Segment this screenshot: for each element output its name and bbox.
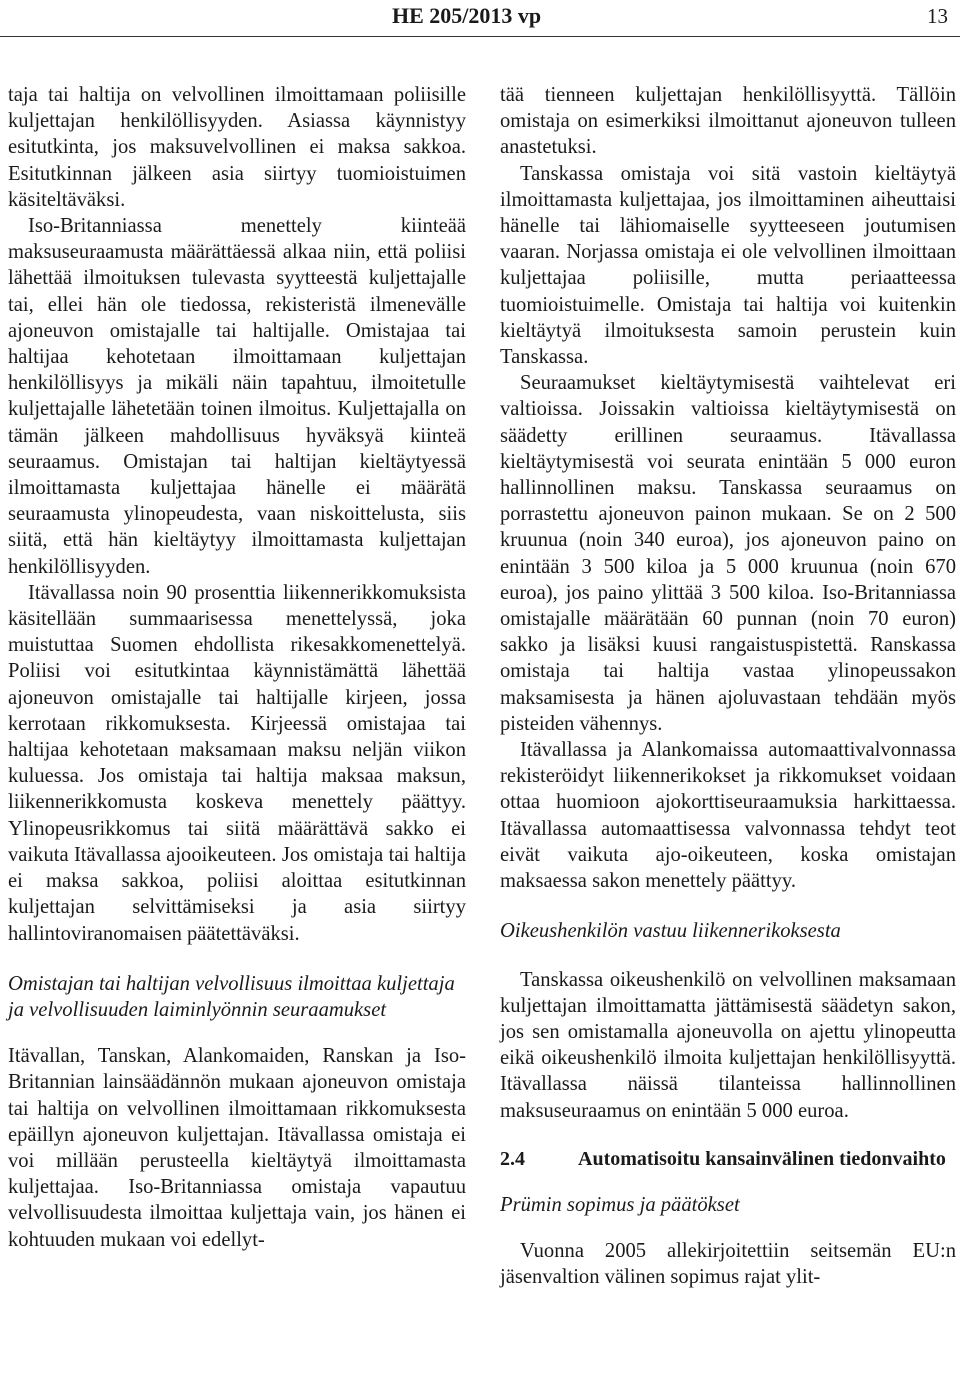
spacer [500,1218,956,1238]
right-column [500,82,956,1291]
paragraph: taja tai haltija on velvollinen ilmoittamaan poliisille kuljettajan henkilöllisyyden. Asiassa käynnistyy esitutkinta, jos maksuvelvollinen ei maksa sakkoa. Esitutkinnan jälkeen asia siirtyy tuomioistuimen käsiteltäväksi. [8,84,466,211]
section-heading [500,1146,956,1172]
spacer [500,1124,956,1146]
paragraph: tää tienneen kuljettajan henkilöllisyyttä. Tällöin omistaja on esimerkiksi ilmoittanut ajoneuvon tulleen anastetuksi. [500,84,956,159]
spacer [8,947,466,971]
spacer [500,945,956,967]
section-title: Automatisoitu kansainvälinen tiedonvaihto [578,1147,946,1170]
left-column [8,82,466,1253]
paragraph: Itävallassa ja Alankomaissa automaattivalvonnassa rekisteröidyt liikennerikokset ja rikkomukset voidaan ottaa huomioon ajokorttiseuraamuksia harkittaessa. Itävallassa automaattisessa valvonnassa tehdyt teot eivät vaikuta ajo-oikeuteen, koska omistajan maksaessa sakon menettely päättyy. [500,739,956,893]
section-number: 2.4 [500,1147,525,1170]
page-header [0,0,960,40]
spacer [500,894,956,918]
spacer [500,1172,956,1192]
page-number: 13 [927,4,948,28]
spacer [8,1023,466,1043]
paragraph: Itävallan, Tanskan, Alankomaiden, Ranskan ja Iso-Britannian lainsäädännön mukaan ajoneuvon omistaja tai haltija on velvollinen ilmoittamaan rikkomuksesta epäillyn ajoneuvon kuljettajan. Itävallassa omistaja ei voi millään perusteella kieltäytyä ilmoittamasta kuljettajaa. Iso-Britanniassa omistaja vapautuu velvollisuudesta ilmoittaa kuljettaja vain, jos hänen ei kohtuuden mukaan voi edellyt- [8,1045,466,1251]
paragraph: Tanskassa omistaja voi sitä vastoin kieltäytyä ilmoittamasta kuljettajaa, jos ilmoittaminen aiheuttaisi hänelle tai lähiomaiselle syytteeseen joutumisen vaaran. Norjassa omistaja ei ole velvollinen ilmoittaan kuljettajaa poliisille, mutta periaatteessa tuomioistuimelle. Omistaja tai haltija voi kuitenkin kieltäytyä ilmoituksesta samoin perustein kuin Tanskassa. [500,162,956,369]
subheading: Prümin sopimus ja päätökset [500,1193,740,1216]
document-id: HE 205/2013 vp [392,3,542,28]
subheading: Oikeushenkilön vastuu liikennerikoksesta [500,920,841,943]
paragraph: Seuraamukset kieltäytymisestä vaihtelevat eri valtioissa. Joissakin valtioissa kieltäytymisestä on säädetty erillinen seuraamus. Itävallassa kieltäytymisestä voi seurata enintään 5 000 euron hallinnollinen maksu. Tanskassa seuraamus on porrastettu ajoneuvon painon mukaan. Se on 2 500 kruunua (noin 340 euroa), jos ajoneuvon paino on enintään 3 500 kiloa ja 5 000 kruunua (noin 670 euroa), jos paino ylittää 3 500 kiloa. Iso-Britanniassa omistajalle määrätään 60 punnan (noin 70 euron) sakko ja lisäksi kuusi rangaistuspistettä. Ranskassa omistaja tai haltija vastaa ylinopeussakon maksamisesta ja hänen ajoluvastaan tehdään myös pisteiden vähennys. [500,372,956,735]
paragraph: Iso-Britanniassa menettely kiinteää maksuseuraamusta määrättäessä alkaa niin, että poliisi lähettää ilmoituksen tulevasta syytteestä kuljettajalle tai, ellei hän ole tiedossa, rekisteristä ilmenevälle ajoneuvon omistajalle tai haltijalle. Omistajaa tai haltijaa kehotetaan ilmoittamaan kuljettajan henkilöllisyys ja mikäli näin tapahtuu, ilmoitetulle kuljettajalle lähetetään toinen ilmoitus. Kuljettajalla on tämän jälkeen mahdollisuus hyväksyä kiinteä seuraamus. Omistajan tai haltijan kieltäytyessä ilmoittamasta kuljettajaa hänelle ei määrätä seuraamusta ylinopeudesta, vaan niskoittelusta, siis siitä, että hän kieltäytyy ilmoittamasta kuljettajan henkilöllisyyden. [8,215,466,578]
paragraph: Itävallassa noin 90 prosenttia liikennerikkomuksista käsitellään summaarisessa menettelyssä, joka muistuttaa Suomen ehdollista rikesakkomenettelyä. Poliisi voi esitutkintaa käynnistämättä lähettää ajoneuvon omistajalle tai haltijalle kirjeen, jossa kerrotaan rikkomuksesta. Kirjeessä omistajaa tai haltijaa kehotetaan maksamaan maksu neljän viikon kuluessa. Jos omistaja tai haltija maksaa maksun, liikennerikkomusta koskeva menettely päättyy. Ylinopeusrikkomus tai siitä määrättävä sakko ei vaikuta Itävallassa ajooikeuteen. Jos omistaja tai haltija ei maksa sakkoa, poliisi aloittaa esitutkinnan kuljettajan selvittämiseksi ja asia siirtyy hallintoviranomaisen päätettäväksi. [8,581,466,945]
paragraph: Tanskassa oikeushenkilö on velvollinen maksamaan kuljettajan ilmoittamatta jättämisestä säädetyn sakon, jos sen omistamalla ajoneuvolla on ajettu ylinopeutta eikä oikeushenkilö ilmoita kuljettajan henkilöllisyyttä. Itävallassa näissä tilanteissa hallinnollinen maksuseuraamus on enintään 5 000 euroa. [500,968,956,1122]
subheading: Omistajan tai haltijan velvollisuus ilmoittaa kuljettaja ja velvollisuuden laiminlyönnin seuraamukset [8,972,455,1021]
paragraph: Vuonna 2005 allekirjoitettiin seitsemän EU:n jäsenvaltion välinen sopimus rajat ylit- [500,1240,956,1289]
header-rule [0,36,960,37]
